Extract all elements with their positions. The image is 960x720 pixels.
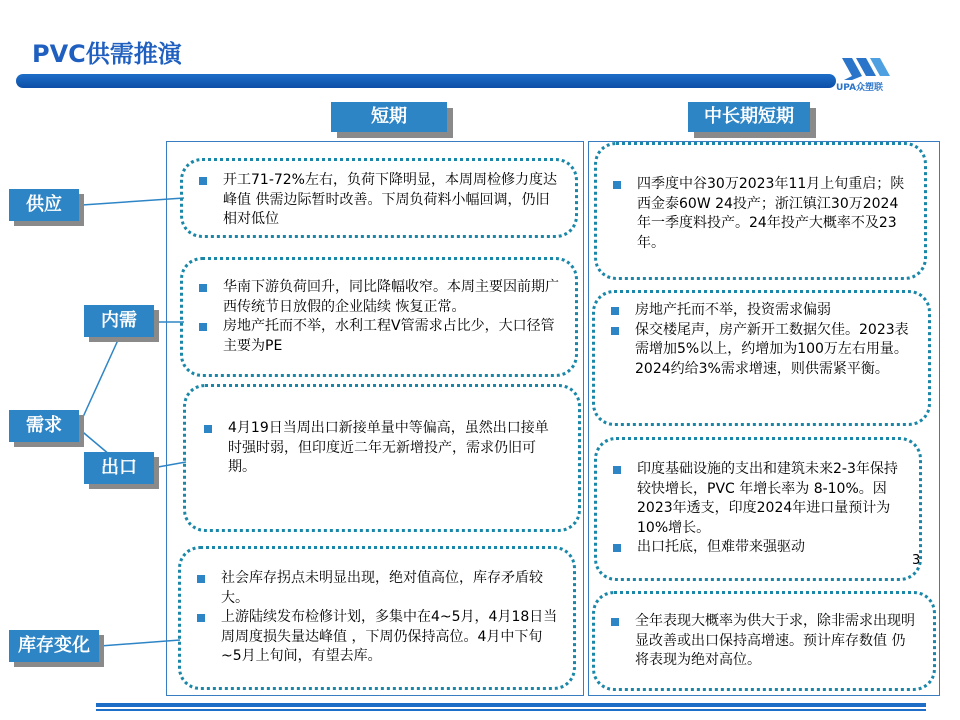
mid-inventory-box — [592, 591, 936, 691]
label-inventory-change: 库存变化 — [9, 630, 99, 662]
list-item: 印度基础设施的支出和建筑未来2-3年保持较快增长，PVC 年增长率为 8-10%。因2023年透支，印度2024年进口量预计为10%增长。 — [609, 460, 909, 538]
page-number: 3 — [912, 553, 921, 568]
list-item: 四季度中谷30万2023年11月上旬重启；陕西金泰60W 24投产；浙江镇江30万2024年一季度料投产。24年投产大概率不及23年。 — [609, 175, 908, 253]
mid-export-box — [594, 437, 922, 581]
list-item: 上游陆续发布检修计划，多集中在4~5月，4月18日当周周度损失量达峰值 ，下周仍保持高位。4月中下旬~5月上旬间，有望去库。 — [193, 608, 559, 667]
bottom-bar — [96, 703, 926, 707]
label-domestic-demand: 内需 — [84, 305, 154, 337]
list-item: 华南下游负荷回升，同比降幅收窄。本周主要因前期广西传统节日放假的企业陆续 恢复正常。 — [195, 278, 563, 317]
bottom-bar-thin — [96, 709, 926, 711]
short-supply-box — [180, 158, 578, 238]
short-inventory-box — [178, 546, 576, 690]
list-item: 全年表现大概率为供大于求，除非需求出现明显改善或出口保持高增速。预计库存数值 仍将表现为绝对高位。 — [607, 612, 919, 671]
short-export-box — [183, 384, 581, 532]
list-item: 开工71-72%左右，负荷下降明显，本周周检修力度达峰值 供需边际暂时改善。下周负荷料小幅回调，仍旧相对低位 — [195, 171, 563, 230]
list-item: 社会库存拐点未明显出现，绝对值高位，库存矛盾较大。 — [193, 569, 559, 608]
mid-supply-box — [594, 142, 927, 280]
list-item: 出口托底，但难带来强驱动 — [609, 538, 909, 558]
list-item: 4月19日当周出口新接单量中等偏高，虽然出口接单时强时弱，但印度近二年无新增投产，需求仍旧可期。 — [200, 419, 554, 478]
short-domestic-box — [180, 257, 578, 377]
short-term-header: 短期 — [331, 102, 447, 132]
label-supply: 供应 — [9, 189, 79, 221]
mid-domestic-box — [592, 290, 931, 426]
logo-text: UPA众塑联 — [836, 83, 884, 93]
mid-term-header: 中长期短期 — [688, 102, 810, 132]
list-item: 房地产托而不举，水利工程V管需求占比少，大口径管主要为PE — [195, 317, 563, 356]
list-item: 保交楼尾声，房产新开工数据欠佳。2023表需增加5%以上，约增加为100万左右用量。2024约给3%需求增速，则供需紧平衡。 — [607, 321, 914, 380]
list-item: 房地产托而不举，投资需求偏弱 — [607, 301, 914, 321]
label-export: 出口 — [84, 452, 154, 484]
label-demand: 需求 — [9, 410, 79, 442]
page-title: PVC供需推演 — [32, 40, 182, 68]
